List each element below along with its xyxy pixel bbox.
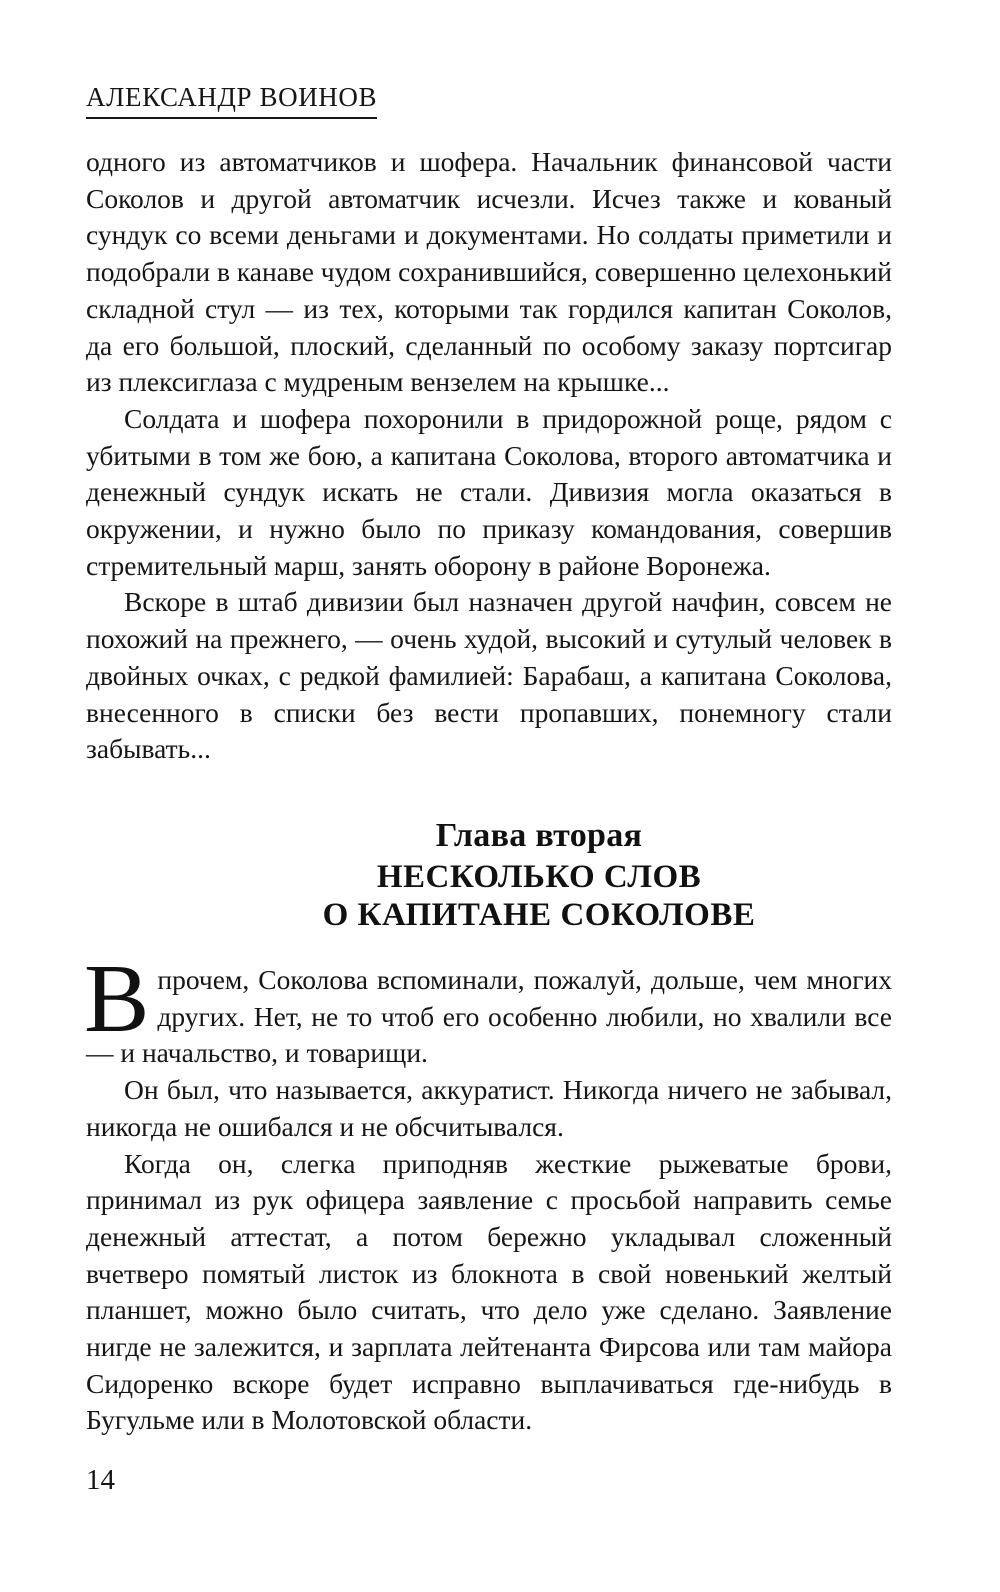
- paragraph-accurate: Он был, что называется, аккуратист. Никогда ничего не забывал, никогда не ошибался и не обсчитывался.: [86, 1074, 892, 1142]
- text-block-chapter-two: [84, 945, 892, 1439]
- text-block-continuation: [86, 144, 892, 768]
- paragraph-opening: [84, 945, 892, 1072]
- chapter-heading: [86, 814, 992, 934]
- chapter-title-line-1: НЕСКОЛЬКО СЛОВ: [376, 859, 702, 895]
- paragraph-burial: Солдата и шофера похоронили в придорожной роще, рядом с убитыми в том же бою, а капитана Соколова, второго автоматчика и денежный сундук искать не стали. Дивизия могла оказаться в окружении, и нужно было по приказу командования, совершив стремительный марш, занять оборону в районе Воронежа.: [86, 402, 892, 581]
- paragraph-continued: одного из автоматчиков и шофера. Начальник финансовой части Соколов и другой автоматчик исчезли. Исчез также и кованый сундук со всеми деньгами и документами. Но солдаты приметили и подобрали в канаве чудом сохранившийся, совершенно целехонький складной стул — из тех, которыми так гордился капитан Соколов, да его большой, плоский, сделанный по особому заказу портсигар из плексиглаза с мудреным вензелем на крышке...: [86, 146, 892, 398]
- paragraph-opening-text: прочем, Соколова вспоминали, пожалуй, дольше, чем многих других. Нет, не то чтоб его особенно любили, но хвалили все — и начальство, и товарищи.: [86, 964, 892, 1069]
- page-number: 14: [86, 1464, 115, 1496]
- chapter-label: Глава вторая: [435, 817, 643, 854]
- drop-cap: В: [84, 945, 150, 1053]
- paragraph-certificate: Когда он, слегка приподняв жесткие рыжеватые брови, принимал из рук офицера заявление с просьбой направить семье денежный аттестат, а потом бережно укладывал сложенный вчетверо помятый листок из блокнота в свой новенький желтый планшет, можно было считать, что дело уже сделано. Заявление нигде не залежится, и зарплата лейтенанта Фирсова или там майора Сидоренко вскоре будет исправно выплачиваться где-нибудь в Бугульме или в Молотовской области.: [86, 1147, 892, 1436]
- paragraph-new-finance-chief: Вскоре в штаб дивизии был назначен другой начфин, совсем не похожий на прежнего, — очень худой, высокий и сутулый человек в двойных очках, с редкой фамилией: Барабаш, а капитана Соколова, внесенного в списки без вести пропавших, понемногу стали забывать...: [86, 586, 892, 765]
- chapter-title-line-2: О КАПИТАНЕ СОКОЛОВЕ: [322, 897, 756, 933]
- running-head-author: АЛЕКСАНДР ВОИНОВ: [86, 80, 377, 119]
